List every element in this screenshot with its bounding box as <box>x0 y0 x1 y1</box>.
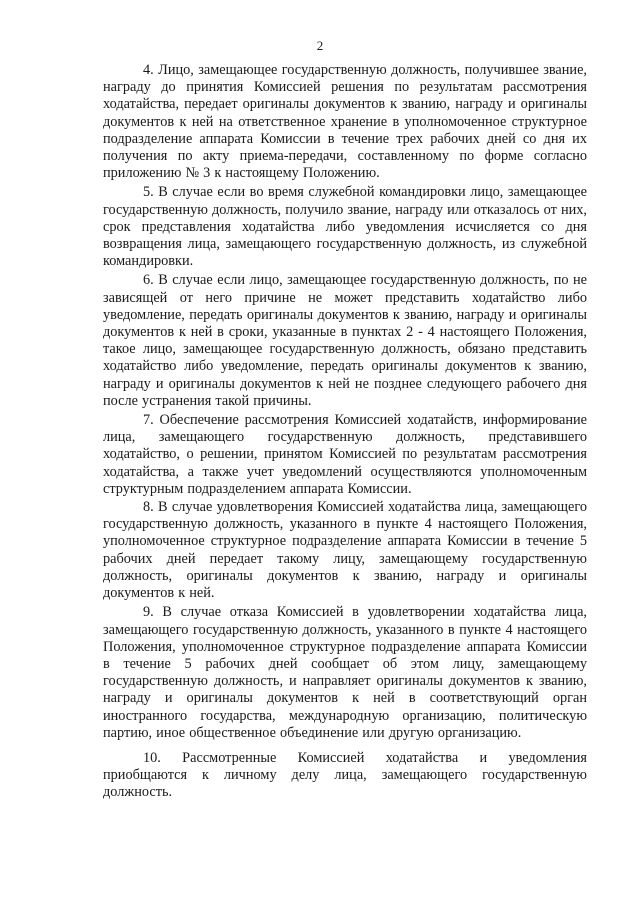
paragraph-item-5: 5. В случае если во время служебной командировки лицо, замещающее государственную должность, получило звание, награду или отказалось от них, срок представления ходатайства либо уведомления исчисляется со дня возвращения лица, замещающего государственную должность, из служебной командировки. <box>103 184 587 270</box>
paragraph-item-7: 7. Обеспечение рассмотрения Комиссией ходатайств, информирование лица, замещающего государственную должность, представившего ходатайство, о решении, принятом Комиссией по результатам рассмотрения ходатайства, а также учет уведомлений осуществляются уполномоченным структурным подразделением аппарата Комиссии. <box>103 412 587 497</box>
paragraph-item-10: 10. Рассмотренные Комиссией ходатайства и уведомления приобщаются к личному делу лица, замещающего государственную должность. <box>103 749 587 801</box>
page-number: 2 <box>316 38 324 53</box>
paragraph-item-9: 9. В случае отказа Комиссией в удовлетворении ходатайства лица, замещающего государственную должность, указанного в пункте 4 настоящего Положения, уполномоченное структурное подразделение аппарата Комиссии в течение 5 рабочих дней сообщает об этом лицу, замещающему государственную должность, и направляет оригиналы документов к званию, награду и оригиналы документов к ней в соответствующий орган иностранного государства, международную организацию, политическую партию, иное общественное объединение или другую организацию. <box>103 604 587 741</box>
document-body <box>103 62 587 804</box>
paragraph-item-8: 8. В случае удовлетворения Комиссией ходатайства лица, замещающего государственную должность, указанного в пункте 4 настоящего Положения, уполномоченное структурное подразделение аппарата Комиссии в течение 5 рабочих дней передает такому лицу, замещающему государственную должность, оригиналы документов к званию, награду и оригиналы документов к ней. <box>103 499 587 602</box>
paragraph-item-4: 4. Лицо, замещающее государственную должность, получившее звание, награду до принятия Комиссией решения по результатам рассмотрения ходатайства, передает оригиналы документов к званию, награду и оригиналы документов к ней на ответственное хранение в уполномоченное структурное подразделение аппарата Комиссии в течение трех рабочих дней со дня их получения по акту приема-передачи, составленному по форме согласно приложению № 3 к настоящему Положению. <box>103 62 587 182</box>
paragraph-item-6: 6. В случае если лицо, замещающее государственную должность, по не зависящей от него причине не может представить ходатайство либо уведомление, передать оригиналы документов к званию, награду и оригиналы документов к ней в сроки, указанные в пунктах 2 - 4 настоящего Положения, такое лицо, замещающее государственную должность, обязано представить ходатайство либо уведомление, передать оригиналы документов к званию, награду и оригиналы документов к ней не позднее следующего рабочего дня после устранения такой причины. <box>103 272 587 409</box>
